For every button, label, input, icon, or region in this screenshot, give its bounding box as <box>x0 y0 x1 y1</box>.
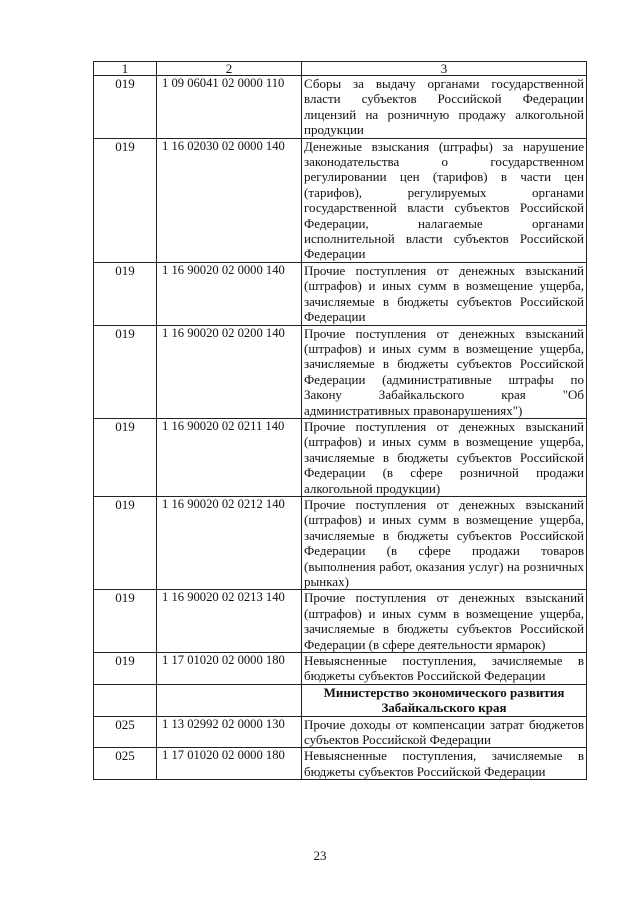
budget-code-cell: 1 09 06041 02 0000 110 <box>157 76 302 139</box>
admin-code-cell: 019 <box>94 590 157 653</box>
budget-code-cell: 1 16 90020 02 0212 140 <box>157 496 302 589</box>
admin-code-cell: 019 <box>94 325 157 418</box>
table-row <box>94 262 587 325</box>
budget-code-cell: 1 16 90020 02 0213 140 <box>157 590 302 653</box>
description-cell: Прочие поступления от денежных взысканий (штрафов) и иных сумм в возмещение ущерба, зачисляемые в бюджеты субъектов Российской Федерации (в сфере розничной продажи алкогольной продукции) <box>302 418 587 496</box>
budget-code-cell: 1 17 01020 02 0000 180 <box>157 653 302 685</box>
table-row <box>94 590 587 653</box>
admin-code-cell: 019 <box>94 496 157 589</box>
table-header-row <box>94 62 587 76</box>
document-page <box>93 61 586 780</box>
description-cell: Невыясненные поступления, зачисляемые в бюджеты субъектов Российской Федерации <box>302 748 587 780</box>
budget-code-cell: 1 16 90020 02 0200 140 <box>157 325 302 418</box>
table-row <box>94 418 587 496</box>
budget-code-cell <box>157 684 302 716</box>
description-cell: Прочие поступления от денежных взысканий (штрафов) и иных сумм в возмещение ущерба, зачисляемые в бюджеты субъектов Российской Федерации <box>302 262 587 325</box>
table-row <box>94 653 587 685</box>
description-cell: Сборы за выдачу органами государственной власти субъектов Российской Федерации лицензий на розничную продажу алкогольной продукции <box>302 76 587 139</box>
page-number: 23 <box>313 848 327 863</box>
admin-code-cell: 019 <box>94 76 157 139</box>
table-body <box>94 76 587 780</box>
table-row <box>94 138 587 262</box>
table-row <box>94 325 587 418</box>
description-cell: Прочие поступления от денежных взысканий (штрафов) и иных сумм в возмещение ущерба, зачисляемые в бюджеты субъектов Российской Федерации (в сфере деятельности ярмарок) <box>302 590 587 653</box>
description-cell: Прочие доходы от компенсации затрат бюджетов субъектов Российской Федерации <box>302 716 587 748</box>
table-row <box>94 496 587 589</box>
description-cell: Денежные взыскания (штрафы) за нарушение законодательства о государственном регулировании цен (тарифов) в части цен (тарифов), регулируемых органами государственной власти субъектов Российской Федерации, налагаемые органами исполнительной власти субъектов Российской Федерации <box>302 138 587 262</box>
column-header-1: 1 <box>94 62 157 76</box>
admin-code-cell <box>94 684 157 716</box>
description-cell: Министерство экономического развития Забайкальского края <box>302 684 587 716</box>
budget-code-cell: 1 13 02992 02 0000 130 <box>157 716 302 748</box>
description-cell: Прочие поступления от денежных взысканий (штрафов) и иных сумм в возмещение ущерба, зачисляемые в бюджеты субъектов Российской Федерации (в сфере продажи товаров (выполнения работ, оказания услуг) на розничных рынках) <box>302 496 587 589</box>
admin-code-cell: 019 <box>94 653 157 685</box>
description-cell: Прочие поступления от денежных взысканий (штрафов) и иных сумм в возмещение ущерба, зачисляемые в бюджеты субъектов Российской Федерации (административные штрафы по Закону Забайкальского края "Об административных правонарушениях") <box>302 325 587 418</box>
section-header-row <box>94 684 587 716</box>
column-header-2: 2 <box>157 62 302 76</box>
admin-code-cell: 025 <box>94 716 157 748</box>
table-row <box>94 748 587 780</box>
admin-code-cell: 025 <box>94 748 157 780</box>
table-row <box>94 716 587 748</box>
budget-code-cell: 1 16 90020 02 0211 140 <box>157 418 302 496</box>
admin-code-cell: 019 <box>94 138 157 262</box>
description-cell: Невыясненные поступления, зачисляемые в бюджеты субъектов Российской Федерации <box>302 653 587 685</box>
budget-code-cell: 1 16 90020 02 0000 140 <box>157 262 302 325</box>
admin-code-cell: 019 <box>94 418 157 496</box>
table-row <box>94 76 587 139</box>
admin-code-cell: 019 <box>94 262 157 325</box>
revenue-codes-table <box>93 61 587 780</box>
budget-code-cell: 1 16 02030 02 0000 140 <box>157 138 302 262</box>
budget-code-cell: 1 17 01020 02 0000 180 <box>157 748 302 780</box>
column-header-3: 3 <box>302 62 587 76</box>
